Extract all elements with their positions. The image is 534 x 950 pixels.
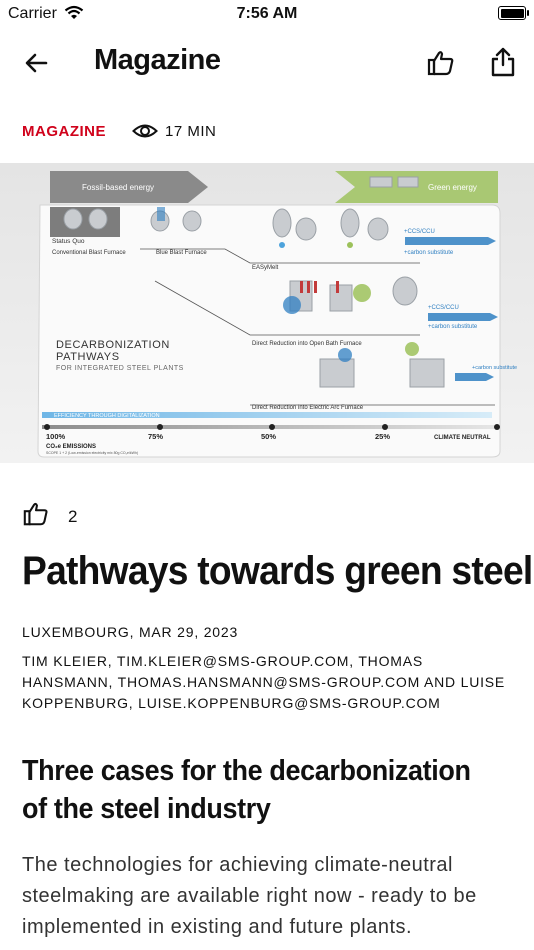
eye-icon [132,120,158,142]
option-carbon-1: +carbon substitute [404,250,454,256]
scale-25: 25% [375,432,391,441]
option-ccs-2: +CCS/CCU [428,305,459,311]
scale-100: 100% [46,432,66,441]
stage-blue-blast-furnace: Blue Blast Furnace [156,250,207,256]
option-carbon-3: +carbon substitute [472,365,518,371]
thumbs-up-icon[interactable] [426,48,456,78]
article-subheading: Three cases for the decarbonization of the steel industry [22,755,471,825]
emissions-note: SCOPE 1 + 2 (Low-emission electricity mix 80g CO₂e/kWh) [46,451,139,455]
article-title: Pathways towards green steel [22,549,533,593]
stage-status-quo: Status Quo [52,238,85,245]
article-dateline: LUXEMBOURG, MAR 29, 2023 [22,624,239,640]
green-energy-label: Green energy [428,183,477,192]
scale-75: 75% [148,432,164,441]
page-title: Magazine [94,44,221,76]
decarbonization-infographic [0,163,534,463]
fossil-energy-label: Fossil-based energy [82,183,155,192]
navigation-bar [0,28,534,98]
read-time: 17 MIN [165,123,217,140]
option-ccs-1: +CCS/CCU [404,229,435,235]
option-carbon-2: +carbon substitute [428,324,478,330]
category-label[interactable]: MAGAZINE [22,123,106,140]
status-bar [0,0,534,28]
scale-50: 50% [261,432,277,441]
stage-easymelt: EASyMelt [252,265,279,271]
arrow-left-icon[interactable] [22,48,52,78]
scale-climate-neutral: CLIMATE NEUTRAL [434,435,491,441]
clock: 7:56 AM [236,5,298,22]
article-authors: TIM KLEIER, TIM.KLEIER@SMS-GROUP.COM, THOMAS HANSMANN, THOMAS.HANSMANN@SMS-GROUP.COM AND LUISE KOPPENBURG, LUISE.KOPPENBURG@SMS-GROUP.COM [22,653,506,711]
hero-image[interactable] [0,163,534,463]
emissions-label: CO₂e EMISSIONS [46,444,97,450]
stage-direct-reduction-obf: Direct Reduction into Open Bath Furnace [252,341,362,347]
diagram-subtitle: FOR INTEGRATED STEEL PLANTS [56,365,184,372]
diagram-title-line-1: DECARBONIZATION [56,339,170,351]
like-count: 2 [68,507,78,526]
battery-icon [498,6,526,20]
stage-conventional-blast-furnace: Conventional Blast Furnace [52,250,126,256]
efficiency-label: EFFICIENCY THROUGH DIGITALIZATION [54,413,160,419]
thumbs-up-icon[interactable] [22,500,50,528]
diagram-title-line-2: PATHWAYS [56,351,120,363]
carrier-label: Carrier [8,5,57,22]
article-intro: The technologies for achieving climate-neutral steelmaking are available right now - ready to be implemented in existing and future plants. [22,854,477,938]
share-icon[interactable] [488,46,518,78]
article-meta [22,118,522,146]
stage-direct-reduction-eaf: Direct Reduction into Electric Arc Furnace [252,405,364,411]
